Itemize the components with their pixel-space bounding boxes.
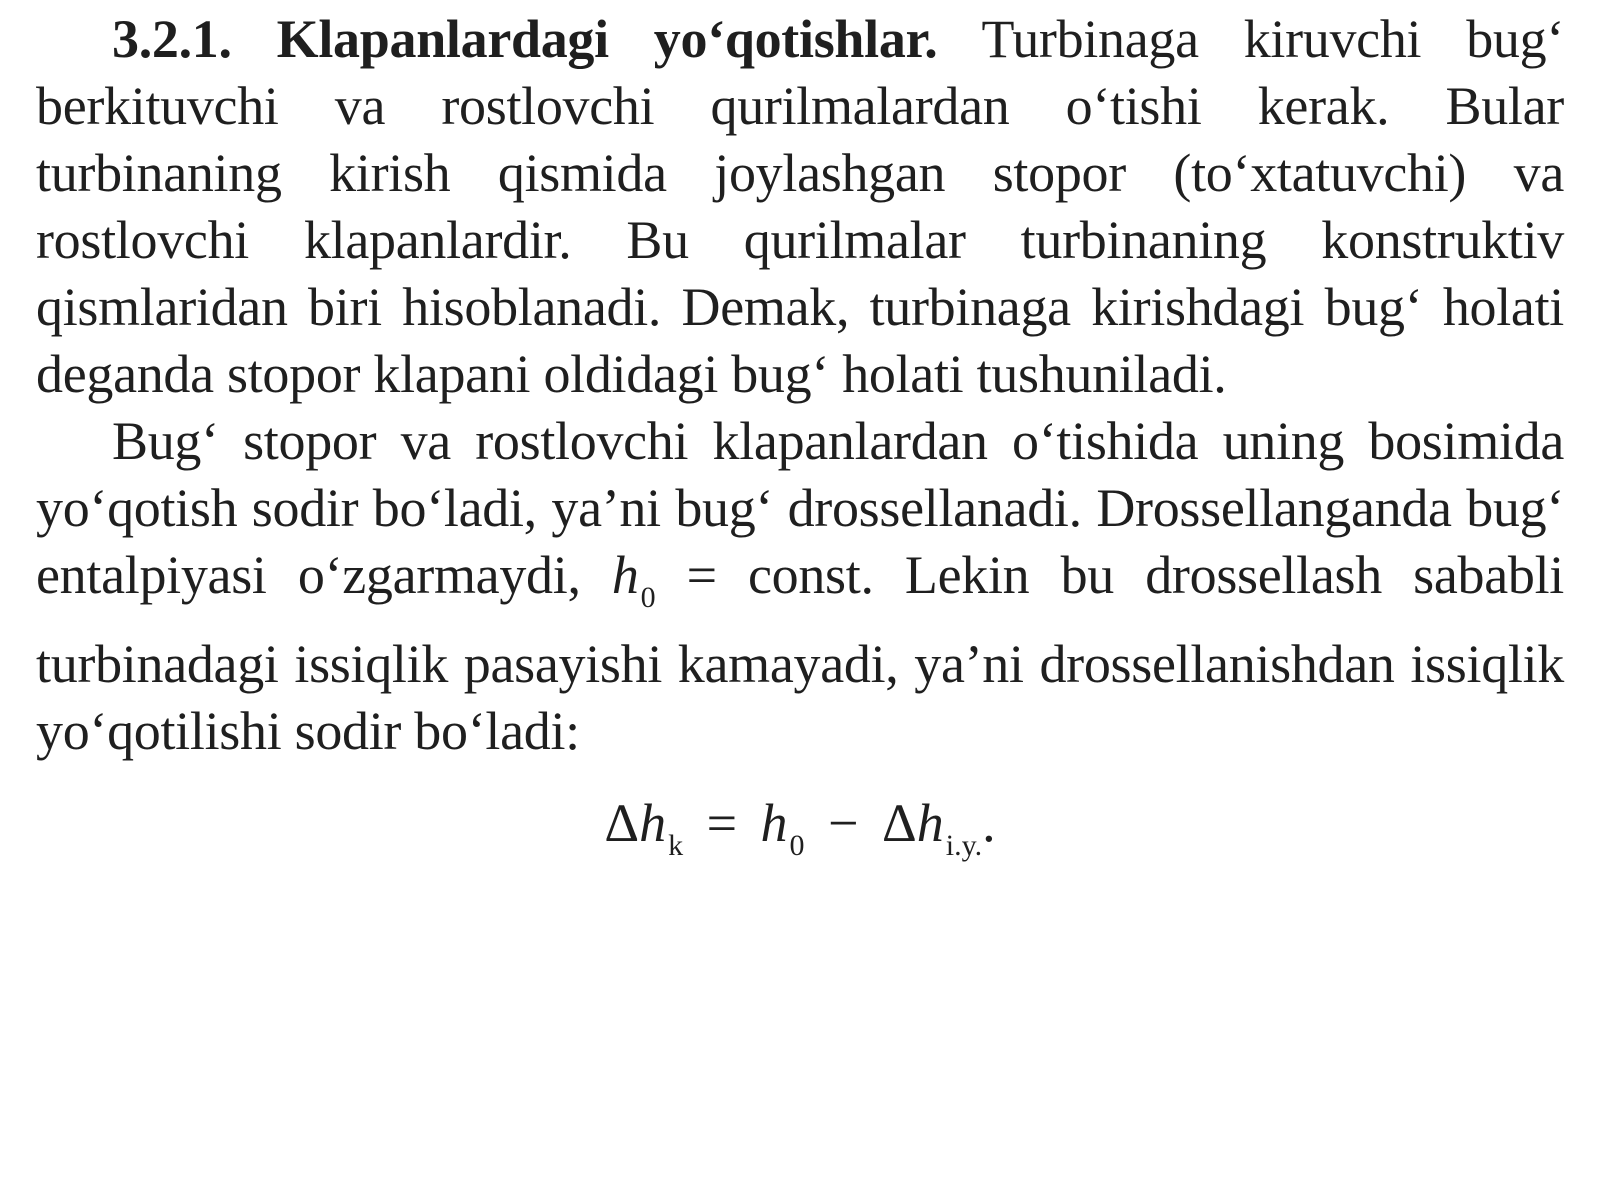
formula-rhs1-sub: 0 bbox=[789, 829, 805, 862]
formula-minus: − bbox=[828, 793, 859, 853]
formula-lhs-delta: Δ bbox=[604, 793, 640, 853]
formula-rhs2-delta: Δ bbox=[882, 793, 917, 853]
paragraph-2-text-b: = const. Lekin bu drossellash sababli turbinadagi issiqlik pasayishi kamayadi, ya’ni drossellanishdan issiqlik yo‘qotilishi sodir bo‘ladi: bbox=[36, 545, 1564, 761]
formula-rhs2-var: h bbox=[916, 793, 944, 853]
formula-end-period: . bbox=[982, 793, 996, 853]
paragraph-2-text-a: Bug‘ stopor va rostlovchi klapanlardan o‘tishida uning bosimida yo‘qotish sodir bo‘ladi, ya’ni bug‘ drossellanadi. Drossellanganda bug‘ entalpiyasi o‘zgarmaydi, bbox=[36, 411, 1564, 605]
formula-lhs-sub: k bbox=[668, 829, 684, 862]
section-heading: 3.2.1. Klapanlardagi yo‘qotishlar. bbox=[112, 9, 938, 69]
formula-rhs1-var: h bbox=[760, 793, 788, 853]
inline-enthalpy-symbol bbox=[611, 545, 656, 614]
formula-lhs-var: h bbox=[639, 793, 667, 853]
equation bbox=[0, 790, 1600, 879]
inline-var-subscript: 0 bbox=[640, 581, 656, 614]
paragraph-2 bbox=[36, 408, 1564, 765]
paragraph-1 bbox=[36, 6, 1564, 408]
document-body bbox=[36, 6, 1564, 765]
formula-equals: = bbox=[706, 793, 738, 853]
formula-rhs2-sub: i.y. bbox=[945, 829, 983, 862]
inline-var: h bbox=[611, 545, 639, 605]
paragraph-1-text: Turbinaga kiruvchi bug‘ berkituvchi va rostlovchi qurilmalardan o‘tishi kerak. Bular turbinaning kirish qismida joylashgan stopor (to‘xtatuvchi) va rostlovchi klapanlardir. Bu qurilmalar turbinaning konstruktiv qismlaridan biri hisoblanadi. Demak, turbinaga kirishdagi bug‘ holati deganda stopor klapani oldidagi bug‘ holati tushuniladi. bbox=[36, 9, 1564, 404]
